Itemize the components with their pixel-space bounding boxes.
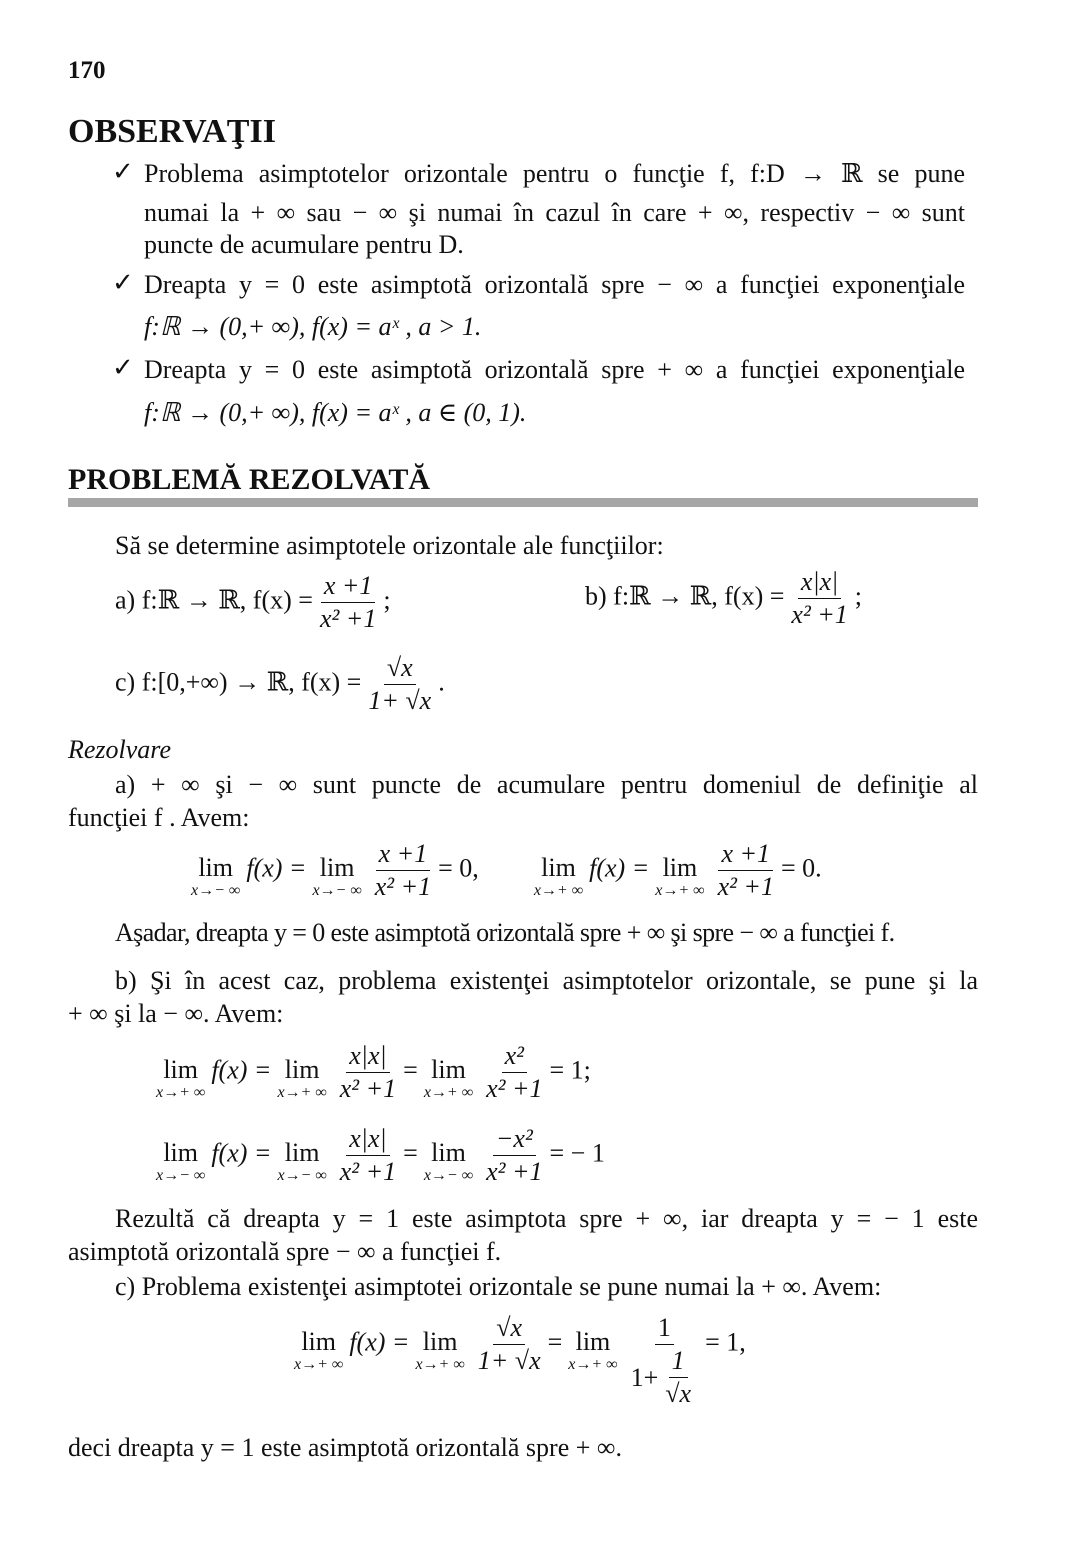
lim: lim: [422, 1326, 458, 1356]
numerator: x +1: [718, 838, 773, 871]
label: c) f:[0,+∞) → ℝ, f(x) =: [115, 667, 362, 697]
denominator: x² +1: [374, 872, 432, 901]
denominator: x² +1: [319, 604, 377, 633]
numerator: x|x|: [346, 1040, 389, 1073]
problem-c: [115, 652, 445, 717]
denominator: 1+ √x: [368, 686, 432, 715]
lim: lim: [163, 1137, 198, 1167]
denominator: x² +1: [791, 600, 848, 629]
fx: f(x) =: [211, 1138, 272, 1168]
limit: [294, 1328, 343, 1374]
limit: [312, 854, 361, 900]
limit: [277, 1139, 326, 1185]
punct: .: [438, 667, 445, 697]
lim: lim: [541, 852, 576, 882]
obs-1-line-3: puncte de acumulare pentru D.: [144, 230, 464, 259]
check-icon: ✓: [112, 157, 134, 186]
page-number: 170: [68, 57, 106, 84]
check-icon: ✓: [112, 353, 134, 382]
lim-sub: x→− ∞: [156, 1166, 206, 1184]
numerator: √x: [384, 652, 416, 685]
limit: [534, 854, 583, 900]
observations-title: OBSERVAŢII: [68, 113, 276, 150]
denominator: x² +1: [486, 1157, 543, 1186]
lim: lim: [198, 852, 233, 882]
fraction: [337, 1123, 399, 1188]
label: b) f:ℝ → ℝ, f(x) =: [585, 581, 785, 611]
section-divider: [68, 498, 978, 507]
solution-a-conclusion: Aşadar, dreapta y = 0 este asimptotă orizontală spre + ∞ şi spre − ∞ a funcţiei f.: [115, 918, 895, 947]
limit: [191, 854, 240, 900]
limit: [424, 1139, 473, 1185]
lim-sub: x→+ ∞: [156, 1083, 206, 1101]
lim: lim: [431, 1054, 466, 1084]
lim: lim: [163, 1054, 198, 1084]
result: = 0,: [438, 853, 479, 883]
lim: lim: [575, 1326, 611, 1356]
numerator: x|x|: [346, 1123, 389, 1156]
denominator: x² +1: [339, 1074, 397, 1103]
denominator: [628, 1345, 701, 1410]
fraction: [483, 1123, 545, 1188]
limit: [655, 854, 704, 900]
solution-a-line-1: a) + ∞ şi − ∞ sunt puncte de acumulare pentru domeniul de definiţie al: [115, 770, 978, 799]
label: a) f:ℝ → ℝ, f(x) =: [115, 585, 313, 615]
lim-sub: x→− ∞: [312, 881, 362, 899]
fx: f(x) =: [246, 853, 307, 883]
fraction: [317, 570, 379, 635]
fx: f(x) =: [211, 1055, 272, 1085]
obs-3-line-1: Dreapta y = 0 este asimptotă orizontală spre + ∞ a funcţiei exponenţiale: [144, 355, 965, 384]
problem-b: [585, 566, 862, 631]
obs-1-line-2: numai la + ∞ sau − ∞ şi numai în cazul în care + ∞, respectiv − ∞ sunt: [144, 198, 965, 227]
numerator: −x²: [493, 1123, 536, 1156]
lim-sub: x→+ ∞: [423, 1083, 474, 1101]
lim-sub: x→+ ∞: [277, 1083, 327, 1101]
lim: lim: [319, 852, 355, 882]
lim: lim: [431, 1137, 466, 1167]
denominator: x² +1: [486, 1074, 543, 1103]
lim-sub: x→+ ∞: [533, 881, 584, 899]
formula-b-minus: lim x→− ∞ f(x) = lim x→− ∞ $\frac{x|x|}{\text{x² +1}}$ = lim x→− ∞ $\frac{\text{−x²}}{\text{x² +1}}$ = − 1: [156, 1124, 605, 1186]
result: = 1;: [549, 1055, 591, 1085]
lim-sub: x→+ ∞: [655, 881, 705, 899]
fraction: [475, 1312, 544, 1377]
formula-c: lim x→+ ∞ f(x) = lim x→+ ∞ $\frac{√x}{1+ √x}$ = lim x→+ ∞ 1 1+ $\frac{1}{√x}$ = 1,: [294, 1313, 746, 1408]
numerator: x²: [502, 1040, 527, 1073]
denominator: x² +1: [717, 872, 774, 901]
lim-sub: x→+ ∞: [415, 1355, 465, 1373]
obs-2-line-2: f:ℝ → (0,+ ∞), f(x) = aˣ , a > 1.: [144, 312, 482, 341]
lim-sub: x→− ∞: [277, 1166, 327, 1184]
limit: [156, 1056, 205, 1102]
numerator: x +1: [321, 570, 376, 603]
lim: lim: [284, 1137, 320, 1167]
fraction: [628, 1312, 701, 1410]
fraction: [372, 838, 434, 903]
denominator: 1+ √x: [477, 1346, 541, 1375]
lim-sub: x→− ∞: [423, 1166, 474, 1184]
lim-sub: x→− ∞: [191, 881, 241, 899]
section-title: PROBLEMĂ REZOLVATĂ: [68, 463, 431, 496]
denominator: √x: [665, 1379, 692, 1408]
numerator: 1: [655, 1312, 674, 1345]
fraction: [337, 1040, 399, 1105]
result: = − 1: [549, 1138, 605, 1168]
lim: lim: [284, 1054, 320, 1084]
limit: [277, 1056, 326, 1102]
obs-2-line-1: Dreapta y = 0 este asimptotă orizontală spre − ∞ a funcţiei exponenţiale: [144, 270, 965, 299]
fraction: [788, 566, 850, 631]
fx: f(x) =: [349, 1327, 410, 1357]
solution-title: Rezolvare: [68, 735, 171, 764]
punct: ;: [383, 585, 391, 615]
fraction: [365, 652, 434, 717]
limit: [156, 1139, 205, 1185]
denominator: x² +1: [339, 1157, 397, 1186]
numerator: 1: [669, 1345, 688, 1378]
obs-1-line-1: Problema asimptotelor orizontale pentru o funcţie f, f:D → ℝ se pune: [144, 159, 965, 188]
fx: f(x) =: [589, 853, 650, 883]
lim-sub: x→+ ∞: [294, 1355, 344, 1373]
limit: [415, 1328, 464, 1374]
lim-sub: x→+ ∞: [568, 1355, 618, 1373]
lim: lim: [662, 852, 698, 882]
denominator-prefix: 1+: [630, 1362, 659, 1392]
solution-b-conclusion-2: asimptotă orizontală spre − ∞ a funcţiei f.: [68, 1237, 502, 1266]
numerator: x|x|: [798, 566, 841, 599]
numerator: √x: [493, 1312, 525, 1345]
result: = 0.: [780, 853, 822, 883]
check-icon: ✓: [112, 268, 134, 297]
solution-a-line-2: funcţiei f . Avem:: [68, 803, 250, 832]
limit: [568, 1328, 617, 1374]
obs-3-line-2: f:ℝ → (0,+ ∞), f(x) = aˣ , a ∈ (0, 1).: [144, 398, 527, 427]
solution-b-line-2: + ∞ şi la − ∞. Avem:: [68, 999, 284, 1028]
fraction: [483, 1040, 545, 1105]
result: = 1,: [705, 1327, 746, 1357]
punct: ;: [854, 581, 863, 611]
solution-b-line-1: b) Şi în acest caz, problema existenţei asimptotelor orizontale, se pune şi la: [115, 966, 978, 995]
solution-c-line: c) Problema existenţei asimptotei orizontale se pune numai la + ∞. Avem:: [115, 1272, 882, 1301]
solution-c-conclusion: deci dreapta y = 1 este asimptotă orizontală spre + ∞.: [68, 1433, 622, 1462]
formula-a: [185, 838, 822, 903]
problem-statement: Să se determine asimptotele orizontale ale funcţiilor:: [115, 531, 664, 560]
solution-b-conclusion-1: Rezultă că dreapta y = 1 este asimptota spre + ∞, iar dreapta y = − 1 este: [115, 1204, 978, 1233]
numerator: x +1: [376, 838, 431, 871]
fraction: [715, 838, 777, 903]
problem-a: [115, 570, 391, 635]
limit: [424, 1056, 473, 1102]
lim: lim: [301, 1326, 336, 1356]
formula-b-plus: lim x→+ ∞ f(x) = lim x→+ ∞ $\frac{x|x|}{\text{x² +1}}$ = lim x→+ ∞ $\frac{\text{x²}}{\text{x² +1}}$ = 1;: [156, 1041, 591, 1103]
inner-fraction: [662, 1345, 694, 1410]
